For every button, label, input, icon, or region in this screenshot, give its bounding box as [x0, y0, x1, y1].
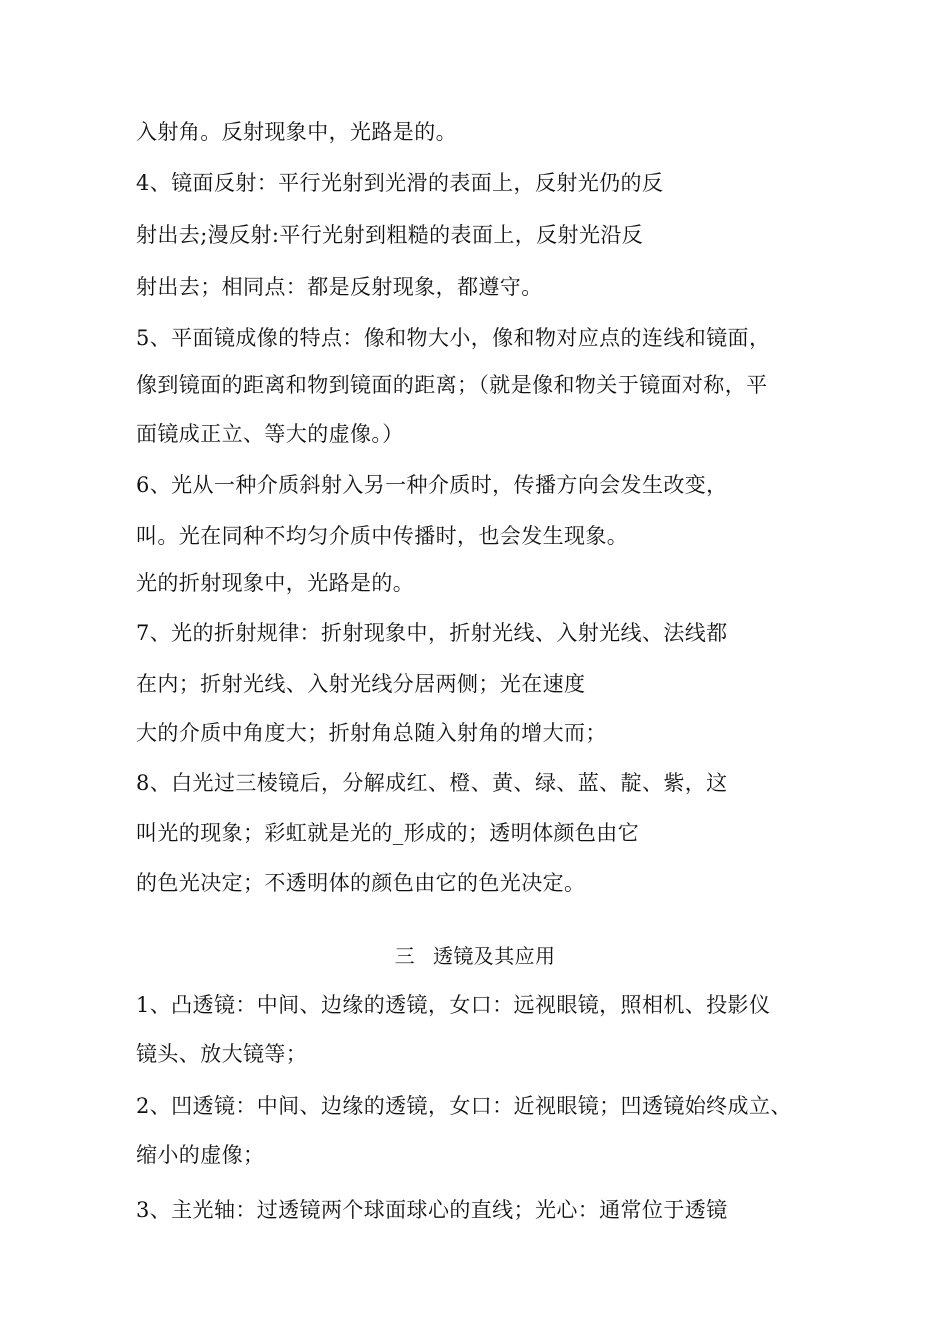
text-line: 叫光的现象；彩虹就是光的_形成的；透明体颜色由它: [136, 821, 640, 845]
text-line: 7、光的折射规律：折射现象中，折射光线、入射光线、法线都: [136, 621, 728, 645]
section-heading: [0, 941, 950, 971]
text-line: 入射角。反射现象中，光路是的。: [136, 120, 457, 144]
text-line: 的色光决定；不透明体的颜色由它的色光决定。: [136, 871, 586, 895]
section-title: 透镜及其应用: [433, 944, 556, 968]
text-line: 射出去；相同点：都是反射现象，都遵守。: [136, 275, 543, 299]
text-line: 射出去;漫反射:平行光射到粗糙的表面上，反射光沿反: [136, 223, 644, 247]
text-line: 5、平面镜成像的特点：像和物大小，像和物对应点的连线和镜面，: [136, 326, 771, 350]
text-line: 光的折射现象中，光路是的。: [136, 571, 415, 595]
text-line: 3、主光轴：过透镜两个球面球心的直线；光心：通常位于透镜: [136, 1198, 728, 1222]
text-line: 6、光从一种介质斜射入另一种介质时，传播方向会发生改变，: [136, 473, 728, 497]
text-line: 大的介质中角度大；折射角总随入射角的增大而；: [136, 721, 607, 745]
text-line: 2、凹透镜：中间、边缘的透镜，女口：近视眼镜；凹透镜始终成立、: [136, 1094, 792, 1118]
text-line: 像到镜面的距离和物到镜面的距离；（就是像和物关于镜面对称，平: [136, 373, 768, 397]
text-line: 1、凸透镜：中间、边缘的透镜，女口：远视眼镜，照相机、投影仪: [136, 993, 771, 1017]
text-line: 8、白光过三棱镜后，分解成红、橙、黄、绿、蓝、靛、紫，这: [136, 771, 728, 795]
section-number: 三: [394, 944, 415, 968]
text-line: 镜头、放大镜等；: [136, 1042, 308, 1066]
text-line: 缩小的虚像；: [136, 1143, 265, 1167]
text-line: 叫。光在同种不均匀介质中传播时，也会发生现象。: [136, 524, 629, 548]
text-line: 在内；折射光线、入射光线分居两侧；光在速度: [136, 672, 586, 696]
text-line: 面镜成正立、等大的虚像。）: [136, 422, 404, 446]
text-line: 4、镜面反射：平行光射到光滑的表面上，反射光仍的反: [136, 171, 664, 195]
